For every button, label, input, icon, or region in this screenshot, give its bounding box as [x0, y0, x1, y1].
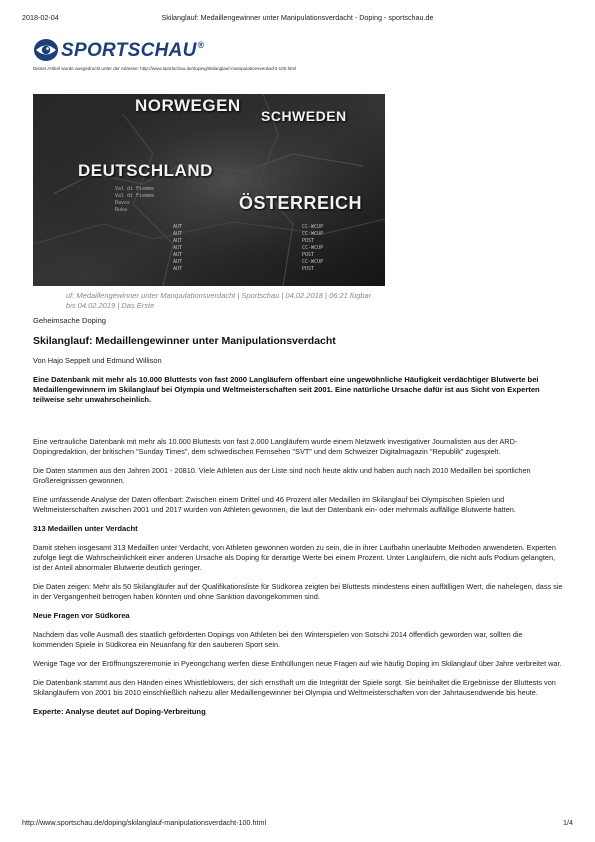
article-headline: Skilanglauf: Medaillengewinner unter Manipulationsverdacht	[33, 335, 336, 347]
article-kicker: Geheimsache Doping	[33, 316, 107, 325]
table-overlay-code: AUT	[173, 259, 183, 265]
place-overlay-row: Davos	[115, 200, 131, 206]
places-overlay	[115, 186, 195, 214]
table-overlay-row	[173, 266, 378, 273]
place-overlay-row: Val di Fiemme	[115, 186, 155, 192]
table-overlay-lab: CC-WCUP	[302, 259, 324, 265]
table-overlay-lab: POST	[302, 252, 315, 258]
table-overlay-code: AUT	[173, 238, 183, 244]
table-overlay-row	[173, 252, 378, 259]
print-footer	[22, 818, 573, 830]
country-label-schweden: SCHWEDEN	[261, 108, 347, 124]
table-overlay-row	[173, 245, 378, 252]
sportschau-eye-icon	[33, 37, 59, 63]
table-overlay-row	[173, 224, 378, 231]
table-overlay-code: AUT	[173, 252, 183, 258]
image-caption: uf: Medaillengewinner unter Manipulationsverdacht | Sportschau | 04.02.2018 | 06:21 fügbar bis 04.02.2019 | Das Erste	[66, 291, 372, 310]
print-page-number: 1/4	[563, 818, 573, 827]
hero-image	[33, 94, 385, 286]
print-header	[22, 13, 573, 25]
article-subheading: Experte: Analyse deutet auf Doping-Verbreitung	[33, 707, 206, 716]
table-overlay-lab: CC-WCUP	[302, 231, 324, 237]
article-body	[33, 316, 563, 726]
place-overlay-row: Val di Fiemme	[115, 193, 155, 199]
table-overlay-row	[173, 259, 378, 266]
article-paragraph: Die Daten zeigen: Mehr als 50 Skilangläufer auf der Qualifikationsliste für Südkorea zeigten bei Bluttests mindestens einen auffälligen Wert, die nahelegen, dass sie in der Vergangenheit betrogen haben könnten und ohne Sanktion davongekommen sind.	[33, 582, 563, 601]
country-label-norwegen: NORWEGEN	[135, 96, 241, 115]
table-overlay-lab: CC-WCUP	[302, 245, 324, 251]
source-note: Dieser Artikel wurde ausgedruckt unter der Adresse: http://www.sportschau.de/doping/skilanglauf-manipulationsverdacht-100.html	[33, 66, 297, 71]
print-url: http://www.sportschau.de/doping/skilanglauf-manipulationsverdacht-100.html	[22, 818, 267, 827]
article-paragraph: Wenige Tage vor der Eröffnungszeremonie in Pyeongchang werfen diese Enthüllungen neue Fragen auf wie häufig Doping im Skilanglauf über Jahre verbreitet war.	[33, 659, 562, 668]
data-table-overlay	[173, 224, 378, 273]
sportschau-logo[interactable]	[33, 36, 213, 66]
table-overlay-row	[173, 231, 378, 238]
logo-wordmark: SPORTSCHAU®	[61, 40, 205, 61]
print-page-title: Skilanglauf: Medaillengewinner unter Manipulationsverdacht - Doping - sportschau.de	[161, 13, 434, 22]
table-overlay-code: AUT	[173, 266, 183, 272]
article-byline: Von Hajo Seppelt und Edmund Willison	[33, 356, 162, 365]
article-paragraph: Damit stehen insgesamt 313 Medaillen unter Verdacht, von Athleten gewonnen worden zu sein, die in ihrer Laufbahn unerlaubte Methoden anwendeten. Experten zufolge liegt die Wahrscheinlichkeit einer anderen Ursache als Doping für derartige Werte bei einem Prozent. Unter Langläufern, die nicht aufs Podium gelangten, ist der Anteil abnormaler Blutwerte deutlich geringer.	[33, 543, 556, 572]
article-subheading: Neue Fragen vor Südkorea	[33, 611, 130, 620]
article-paragraph: Die Daten stammen aus den Jahren 2001 - 20810. Viele Athleten aus der Liste sind noch heute aktiv und haben auch nach 2010 Medaillen bei sportlichen Großereignissen gewonnen.	[33, 466, 531, 485]
print-date: 2018-02-04	[22, 13, 59, 22]
place-overlay-row: Ruka	[115, 207, 128, 213]
article-paragraph: Eine vertrauliche Datenbank mit mehr als 10.000 Bluttests von fast 2.000 Langläufern wurde einem Netzwerk investigativer Journalisten aus der ARD-Dopingredaktion, der britischen "Sunday Times", dem schwedischen Fernsehen "SVT" und dem Schweizer Digitalmagazin "Republik" zugespielt.	[33, 437, 518, 456]
article-subheading: 313 Medaillen unter Verdacht	[33, 524, 138, 533]
article-paragraph: Nachdem das volle Ausmaß des staatlich geförderten Dopings von Athleten bei den Winterspielen von Sotschi 2014 öffentlich geworden war, sollten die kommenden Spiele in Südkorea ein Neuanfang für den sauberen Sport sein.	[33, 630, 523, 649]
table-overlay-code: AUT	[173, 245, 183, 251]
table-overlay-row	[173, 238, 378, 245]
table-overlay-code: AUT	[173, 231, 183, 237]
country-label-deutschland: DEUTSCHLAND	[78, 161, 213, 180]
table-overlay-lab: POST	[302, 266, 315, 272]
country-label-oesterreich: ÖSTERREICH	[239, 193, 363, 213]
article-paragraph: Die Datenbank stammt aus den Händen eines Whistleblowers, der sich ernsthaft um die Integrität der Spiele sorgt. Sie beinhaltet die Ergebnisse der Bluttests von Skilangläufern von 2001 bis 2010 einschließlich nahezu aller Medaillengewinner bei Olympia und Weltmeisterschaften von der Jahrtausendwende bis heute.	[33, 678, 556, 697]
article-lead: Eine Datenbank mit mehr als 10.000 Bluttests von fast 2000 Langläufern offenbart eine ungewöhnliche Häufigkeit verdächtiger Blutwerte bei Medaillengewinnern im Skilanglauf bei Olympia und Weltmeisterschaften seit 2001. Eine natürliche Ursache dafür ist aus Sicht von Experten teilweise sehr unwahrscheinlich.	[33, 375, 540, 404]
article-paragraph: Eine umfassende Analyse der Daten offenbart: Zwischen einem Drittel und 46 Prozent aller Medaillen im Skilanglauf bei Olympischen Spielen und Weltmeisterschaften zwischen 2001 und 2017 wurden von Athleten gewonnen, die laut der Datenbank ein- oder mehrmals auffällige Blutwerte hatten.	[33, 495, 516, 514]
table-overlay-code: AUT	[173, 224, 183, 230]
table-overlay-lab: POST	[302, 238, 315, 244]
table-overlay-lab: CC-WCUP	[302, 224, 324, 230]
